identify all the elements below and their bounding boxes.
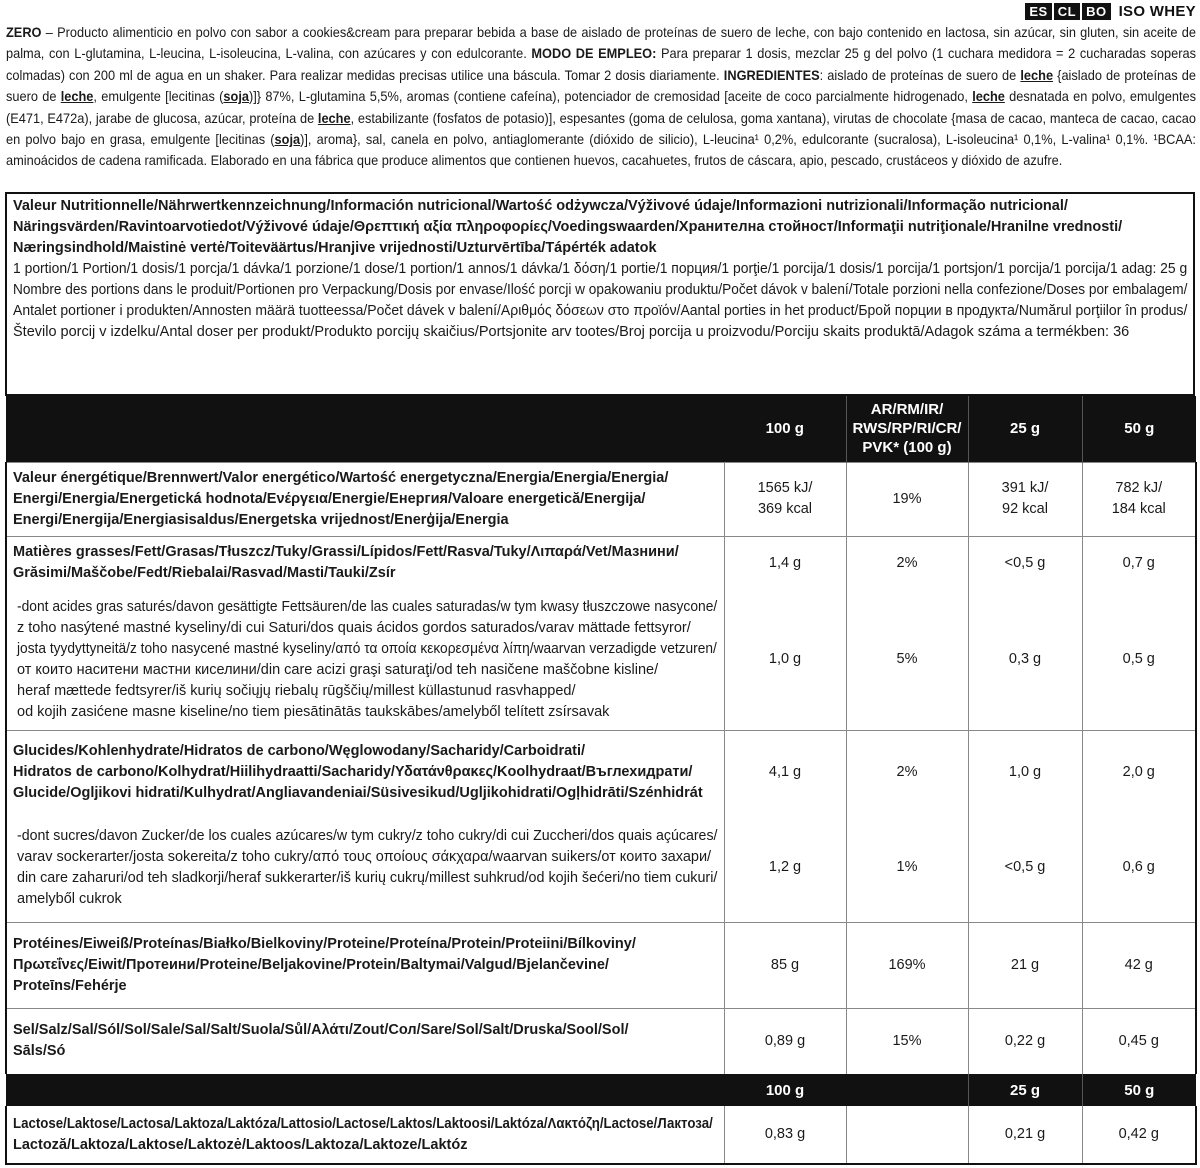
allergen: soja bbox=[223, 89, 249, 105]
nutrient-line: Lactose/Laktose/Lactosa/Laktoza/Laktóza/Lattosio/Lactose/Laktos/Laktoosi/Laktóza/Λακτόζη/Lactose/Лактоза/ bbox=[13, 1115, 713, 1132]
nutrient-line: Grăsimi/Maščobe/Fedt/Riebalai/Rasvad/Masti/Tauki/Zsír bbox=[13, 565, 396, 582]
value-50g bbox=[1082, 590, 1196, 730]
nutrient-row bbox=[6, 814, 1196, 922]
product-lead: ZERO bbox=[6, 25, 42, 40]
value-reference bbox=[846, 536, 968, 590]
value-50g bbox=[1082, 922, 1196, 1008]
value-reference bbox=[846, 922, 968, 1008]
nutrient-line: amelyből cukrok bbox=[17, 890, 122, 907]
value-50g bbox=[1082, 462, 1196, 536]
value-line: 21 g bbox=[1010, 956, 1040, 973]
product-description bbox=[6, 22, 1196, 172]
column-header-reference bbox=[846, 396, 968, 462]
language-badge: CL bbox=[1054, 3, 1080, 20]
nutrient-line: Matières grasses/Fett/Grasas/Tłuszcz/Tuky/Grassi/Lípidos/Fett/Rasva/Tuky/Λιπαρά/Vet/Мазнини/ bbox=[13, 544, 679, 561]
nutrient-line: varav sockerarter/josta sokereita/z toho cukry/από τους οποίους σάκχαρα/waarvan suikers/от които захари/ bbox=[17, 848, 712, 865]
ingredients-text: , emulgente [lecitinas ( bbox=[93, 89, 224, 105]
value-line: 1,0 g bbox=[768, 651, 802, 668]
nutrient-line: od kojih zasićene masne kiseline/no tiem piesātinātās taukskābes/amelyből telített zsírsavak bbox=[17, 703, 610, 720]
nutrient-line: -dont sucres/davon Zucker/de los cuales azúcares/w tym cukry/z toho cukry/di cui Zuccheri/dos quais açúcares/ bbox=[17, 827, 718, 844]
value-line: 0,22 g bbox=[1004, 1032, 1046, 1049]
nutrient-line: Lactoză/Laktoza/Laktose/Laktozė/Laktoos/Laktoza/Laktoze/Laktóz bbox=[13, 1136, 468, 1153]
language-badge: BO bbox=[1082, 3, 1111, 20]
column-header-line: RWS/RP/RI/CR/ bbox=[852, 420, 962, 438]
portion-line: Antalet portioner i produkten/Annosten määrä tuotteessa/Počet dávek v balení/Αριθμός δόσεων στο προϊόν/Aantal porties in het product/Брой порции в продукта/Numărul porţiilor în produs/ bbox=[13, 303, 1188, 319]
column-header-line: PVK* (100 g) bbox=[862, 439, 952, 457]
nutrient-line: Energi/Energia/Energetická hodnota/Ενέργεια/Energie/Енергия/Valoare energetică/Energija/ bbox=[13, 490, 646, 507]
value-line: 0,6 g bbox=[1122, 859, 1155, 876]
value-100g bbox=[724, 590, 846, 730]
value-line: 1,0 g bbox=[1008, 763, 1042, 780]
value-50g: 0,42 g bbox=[1082, 1106, 1196, 1164]
value-line: 0,5 g bbox=[1122, 651, 1155, 668]
description-text: – Producto alimenticio en polvo con sabor a cookies&cream para preparar bebida a base de aislado de proteínas de suero de leche, con bajo contenido en lactosa, sin azúcar, sin gluten, sin aceite de palma, con L-glutamina, L-leucina, L-isoleucina, L-valina, con azúcares y con edulcorante. bbox=[6, 25, 1196, 62]
value-line: 169% bbox=[888, 956, 926, 973]
value-line: 1% bbox=[896, 859, 918, 876]
ingredients-text: )], aroma}, sal, canela en polvo, antiaglomerante (dióxido de silicio), L-leucina¹ 0,2%, edulcorante (sucralosa), L-isoleucina¹ 0,1%, L-valina¹ 0,1%. ¹BCAA: aminoácidos de cadena ramificada. Elaborado en una fábrica que produce alimentos que contienen huevos, cacahuetes, frutos de cáscara, apio, pescado, crustáceos y dióxido de azufre. bbox=[6, 132, 1196, 169]
value-25g bbox=[968, 922, 1082, 1008]
nutrient-name bbox=[6, 730, 724, 814]
value-100g: 0,83 g bbox=[724, 1106, 846, 1164]
ingredients-text: {aislado de proteínas de suero de bbox=[6, 67, 1196, 105]
value-line: 19% bbox=[892, 490, 922, 507]
nutrient-row bbox=[6, 1008, 1196, 1074]
ingredients-text: )]} 87%, L-glutamina 5,5%, aromas (contiene cafeína), potenciador de cremosidad [aceite de coco parcialmente hidrogenado, bbox=[248, 89, 973, 105]
nutrient-row bbox=[6, 922, 1196, 1008]
title-line: Valeur Nutritionnelle/Nährwertkennzeichnung/Información nutricional/Wartość odżywcza/Výživové údaje/Informazioni nutrizionali/Informação nutricional/ bbox=[13, 198, 1068, 214]
value-100g bbox=[724, 814, 846, 922]
value-line: 2,0 g bbox=[1122, 763, 1155, 780]
value-line: 782 kJ/ bbox=[1115, 480, 1163, 496]
value-reference bbox=[846, 590, 968, 730]
column-header: 25 g bbox=[968, 396, 1082, 462]
value-reference bbox=[846, 462, 968, 536]
nutrient-name bbox=[6, 590, 724, 730]
value-25g bbox=[968, 814, 1082, 922]
nutrition-header bbox=[5, 192, 1195, 396]
header-empty bbox=[846, 1074, 968, 1106]
nutrient-line: Protéines/Eiweiß/Proteínas/Białko/Bielkoviny/Proteine/Proteína/Protein/Proteiini/Bílkoviny/ bbox=[13, 935, 636, 952]
nutrient-name bbox=[6, 814, 724, 922]
nutrient-row bbox=[6, 730, 1196, 814]
portion-line: Število porcij v izdelku/Antal doser per produkt/Produkto porcijų skaičius/Portsjonite arv tootes/Broj porcija u proizvodu/Porciju skaits produktā/Adagok száma a termékben: 36 bbox=[13, 324, 1130, 340]
value-50g bbox=[1082, 814, 1196, 922]
value-line: 0,7 g bbox=[1122, 554, 1155, 571]
lactose-row bbox=[6, 1106, 1196, 1164]
nutrient-line: Πρωτεΐνες/Eiwit/Протеини/Proteine/Beljakovine/Protein/Baltymai/Valgud/Bjelančevine/ bbox=[13, 956, 609, 973]
ingredients-label: INGREDIENTES bbox=[723, 67, 820, 83]
nutrient-line: Hidratos de carbono/Kolhydrat/Hiilihydraatti/Sacharidy/Υδατάνθρακες/Koolhydraat/Въглехидрати/ bbox=[13, 763, 693, 780]
value-line: <0,5 g bbox=[1004, 859, 1046, 876]
value-line: 5% bbox=[896, 651, 918, 668]
language-badge: ES bbox=[1025, 3, 1051, 20]
nutrient-line: Valeur énergétique/Brennwert/Valor energético/Wartość energetyczna/Energia/Energia/Energia/ bbox=[13, 469, 669, 486]
title-line: Näringsvärden/Ravintoarvotiedot/Výživové údaje/Θρεπτική αξία πληροφορίες/Voedingswaarden/Хранителна стойност/Informaţii nutriţionale/Hranilne vrednosti/ bbox=[13, 219, 1123, 235]
nutrient-line: josta tyydyttyneitä/z toho nasycené mastné kyseliny/από τα οποία κεκορεσμένα λίπη/waarvan verzadigde vetzuren/ bbox=[17, 640, 717, 657]
value-line: 4,1 g bbox=[768, 763, 802, 780]
column-header: 100 g bbox=[724, 1074, 846, 1106]
portion-info bbox=[7, 259, 1193, 343]
nutrient-line: heraf mættede fedtsyrer/iš kurių sočiųjų riebalų rūgščių/millest küllastunud rasvhapped/ bbox=[17, 682, 576, 699]
value-25g bbox=[968, 1008, 1082, 1074]
value-line: 0,3 g bbox=[1008, 651, 1042, 668]
value-line: <0,5 g bbox=[1004, 554, 1046, 571]
title-line: Næringsindhold/Maistinė vertė/Toiteväärtus/Hranjive vrijednosti/Uzturvērtība/Tápérték adatok bbox=[13, 240, 657, 256]
nutrient-line: Energi/Energija/Energiasisaldus/Energetska vrijednost/Enerģija/Energia bbox=[13, 511, 509, 528]
product-name: ISO WHEY bbox=[1118, 2, 1196, 20]
nutrient-row bbox=[6, 536, 1196, 590]
value-50g bbox=[1082, 536, 1196, 590]
allergen: leche bbox=[60, 89, 94, 105]
value-25g bbox=[968, 590, 1082, 730]
allergen: soja bbox=[274, 132, 301, 148]
value-25g bbox=[968, 536, 1082, 590]
value-line: 92 kcal bbox=[1002, 501, 1048, 517]
column-header: 100 g bbox=[724, 396, 846, 462]
nutrient-name bbox=[6, 1106, 724, 1164]
nutrient-line: z toho nasýtené mastné kyseliny/di cui Saturi/dos quais ácidos gordos saturados/varav mättade fettsyror/ bbox=[17, 619, 691, 636]
value-line: 2% bbox=[896, 763, 918, 780]
value-25g bbox=[968, 462, 1082, 536]
value-100g bbox=[724, 730, 846, 814]
portion-line: Nombre des portions dans le produit/Portionen pro Verpackung/Dosis por envase/Ilość porcji w opakowaniu produktu/Počet dávok v balení/Totale porzioni nella confezione/Doses por embalagem/ bbox=[13, 282, 1188, 298]
portion-line: 1 portion/1 Portion/1 dosis/1 porcja/1 dávka/1 porzione/1 dose/1 portion/1 annos/1 dávka/1 δόση/1 portie/1 порция/1 porţie/1 porcija/1 dosis/1 porcija/1 portsjon/1 porcija/1 porcija/1 adag: 25 g bbox=[13, 261, 1188, 277]
header-empty bbox=[6, 1074, 724, 1106]
table-header-row bbox=[6, 396, 1196, 462]
nutrient-line: din care zaharuri/od teh sladkorji/heraf sukkerarter/iš kurių cukrų/millest suhkrud/od kojih šećeri/no tiem cukuri/ bbox=[17, 869, 718, 886]
language-badges bbox=[1025, 2, 1196, 20]
nutrient-line: Glucide/Ogljikovi hidrati/Kulhydrat/Angliavandeniai/Süsivesikud/Ugljikohidrati/Ogļhidrāti/Szénhidrát bbox=[13, 784, 703, 801]
value-line: 391 kJ/ bbox=[1001, 480, 1049, 496]
ingredients-text: desnatada en polvo, emulgentes (E471, E472a), jarabe de glucosa, azúcar, proteína de bbox=[6, 89, 1196, 126]
column-header: 50 g bbox=[1082, 1074, 1196, 1106]
nutrient-line: -dont acides gras saturés/davon gesättigte Fettsäuren/de las cuales saturadas/w tym kwasy tłuszczowe nasycone/ bbox=[17, 598, 718, 615]
allergen: leche bbox=[317, 110, 351, 126]
nutrient-name bbox=[6, 462, 724, 536]
nutrient-line: Sel/Salz/Sal/Sól/Sol/Sale/Sal/Salt/Suola/Sůl/Αλάτι/Zout/Сол/Sare/Sol/Salt/Druska/Sool/Sol/ bbox=[13, 1022, 629, 1039]
header-empty bbox=[6, 396, 724, 462]
column-header: 50 g bbox=[1082, 396, 1196, 462]
nutrient-line: Proteīns/Fehérje bbox=[13, 977, 127, 994]
value-line: 0,45 g bbox=[1118, 1032, 1159, 1049]
value-reference bbox=[846, 730, 968, 814]
value-line: 369 kcal bbox=[757, 501, 812, 517]
nutrient-line: Glucides/Kohlenhydrate/Hidratos de carbono/Węglowodany/Sacharidy/Carboidrati/ bbox=[13, 742, 586, 759]
allergen: leche bbox=[972, 89, 1005, 105]
value-100g bbox=[724, 462, 846, 536]
nutrient-name bbox=[6, 1008, 724, 1074]
nutrient-rows bbox=[6, 462, 1196, 1074]
value-100g bbox=[724, 536, 846, 590]
value-reference bbox=[846, 814, 968, 922]
nutrient-name bbox=[6, 536, 724, 590]
usage-text: Para preparar 1 dosis, mezclar 25 g del polvo (1 cuchara medidora = 2 cucharadas soperas colmadas) con 200 ml de agua en un shaker. Para realizar medidas precisas utilice una báscula. Tomar 2 dosis diariamente. bbox=[6, 46, 1196, 83]
ingredients-text: : aislado de proteínas de suero de bbox=[819, 67, 1021, 83]
ingredients-text: , estabilizante (fosfatos de potasio)], espesantes (goma de celulosa, goma xantana), virutas de chocolate {masa de cacao, manteca de cacao, cacao en polvo bajo en grasa, emulgente [lecitinas ( bbox=[6, 110, 1196, 148]
column-header-line: AR/RM/IR/ bbox=[870, 401, 944, 419]
value-100g bbox=[724, 1008, 846, 1074]
nutrient-row bbox=[6, 462, 1196, 536]
value-100g bbox=[724, 922, 846, 1008]
value-line: 42 g bbox=[1124, 956, 1153, 973]
value-25g bbox=[968, 730, 1082, 814]
nutrient-line: Sāls/Só bbox=[13, 1043, 66, 1060]
value-line: 1565 kJ/ bbox=[757, 480, 813, 496]
value-line: 184 kcal bbox=[1111, 501, 1166, 517]
value-line: 1,2 g bbox=[768, 859, 802, 876]
value-50g bbox=[1082, 1008, 1196, 1074]
value-50g bbox=[1082, 730, 1196, 814]
nutrient-name bbox=[6, 922, 724, 1008]
value-line: 1,4 g bbox=[768, 554, 802, 571]
nutrient-row bbox=[6, 590, 1196, 730]
nutrient-line: от които наситени мастни киселини/din care acizi graşi saturaţi/od teh nasičene maščobne kisline/ bbox=[17, 661, 659, 678]
lactose-header-row bbox=[6, 1074, 1196, 1106]
value-empty bbox=[846, 1106, 968, 1164]
value-line: 15% bbox=[892, 1032, 922, 1049]
value-line: 85 g bbox=[770, 956, 800, 973]
column-header: 25 g bbox=[968, 1074, 1082, 1106]
value-line: 0,89 g bbox=[764, 1032, 806, 1049]
value-25g: 0,21 g bbox=[968, 1106, 1082, 1164]
nutrition-table bbox=[5, 396, 1197, 1165]
value-reference bbox=[846, 1008, 968, 1074]
usage-label: MODO DE EMPLEO: bbox=[531, 46, 657, 62]
allergen: leche bbox=[1020, 67, 1054, 83]
nutrition-title bbox=[7, 194, 1193, 259]
value-line: 2% bbox=[896, 554, 918, 571]
